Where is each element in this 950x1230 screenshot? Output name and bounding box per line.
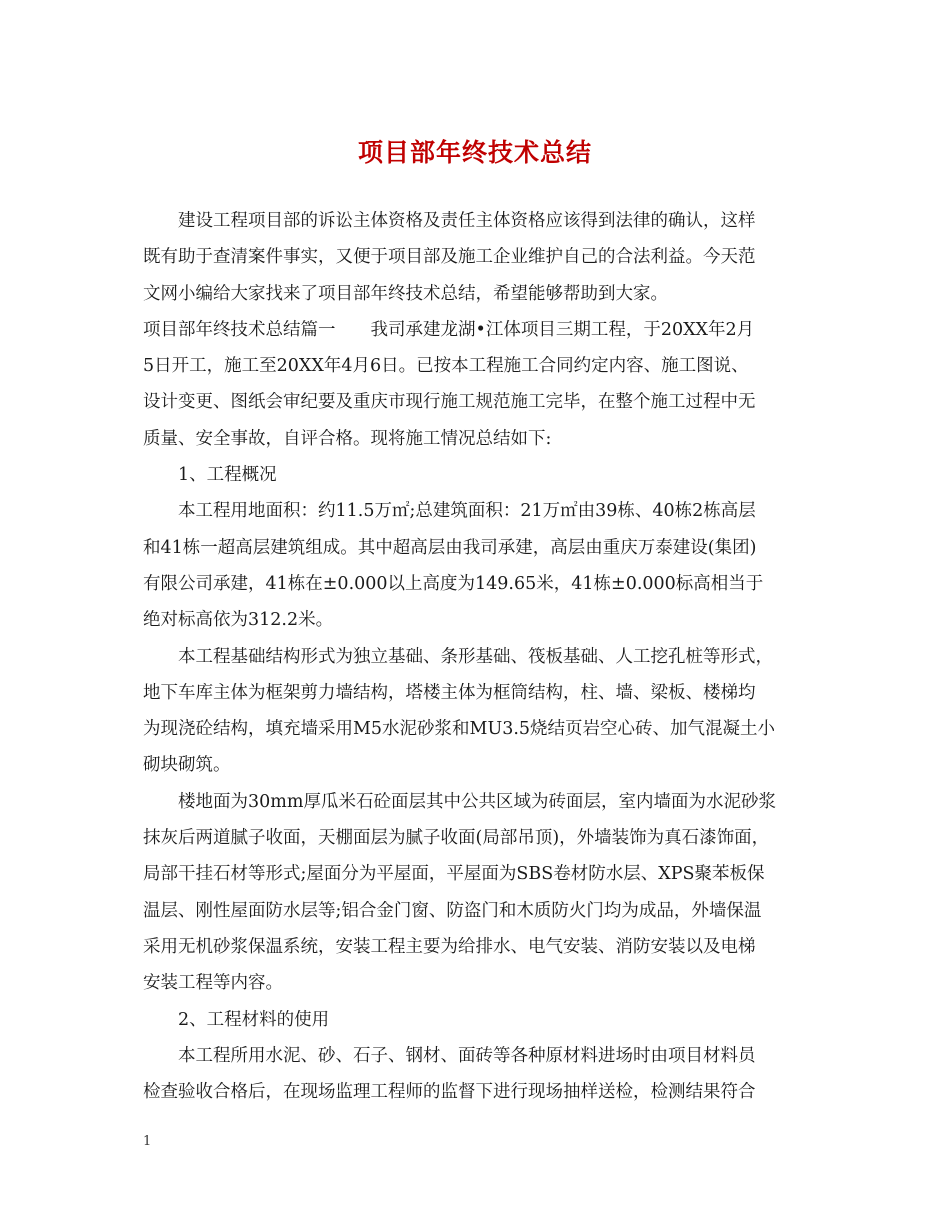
text-line: 本工程基础结构形式为独立基础、条形基础、筏板基础、人工挖孔桩等形式， xyxy=(178,646,773,667)
text-line: 本工程用地面积：约11.5万㎡;总建筑面积：21万㎡由39栋、40栋2栋高层 xyxy=(178,501,756,522)
text-line: 温层、刚性屋面防水层等;铝合金门窗、防盗门和木质防火门均为成品，外墙保温 xyxy=(143,900,762,921)
text-line: 项目部年终技术总结篇一 我司承建龙湖•江体项目三期工程，于20XX年2月 xyxy=(143,319,755,340)
text-line: 检查验收合格后，在现场监理工程师的监督下进行现场抽样送检，检测结果符合 xyxy=(143,1082,756,1103)
text-line: 和41栋一超高层建筑组成。其中超高层由我司承建，高层由重庆万泰建设(集团) xyxy=(143,537,757,558)
text-line: 为现浇砼结构，填充墙采用M5水泥砂浆和MU3.5烧结页岩空心砖、加气混凝土小 xyxy=(143,719,776,740)
text-line: 质量、安全事故，自评合格。现将施工情况总结如下: xyxy=(143,428,552,449)
document-body xyxy=(143,203,809,1110)
text-line: 采用无机砂浆保温系统，安装工程主要为给排水、电气安装、消防安装以及电梯 xyxy=(143,936,756,957)
text-line: 设计变更、图纸会审纪要及重庆市现行施工规范施工完毕，在整个施工过程中无 xyxy=(143,392,756,413)
text-line: 地下车库主体为框架剪力墙结构，塔楼主体为框筒结构，柱、墙、梁板、楼梯均 xyxy=(143,682,756,703)
page-number: 1 xyxy=(143,1134,152,1149)
text-line: 砌块砌筑。 xyxy=(143,755,231,776)
text-line: 抹灰后两道腻子收面，天棚面层为腻子收面(局部吊顶)，外墙装饰为真石漆饰面， xyxy=(143,828,770,849)
document-title: 项目部年终技术总结 xyxy=(357,138,592,167)
text-line: 5日开工，施工至20XX年4月6日。已按本工程施工合同约定内容、施工图说、 xyxy=(143,356,749,377)
text-line: 建设工程项目部的诉讼主体资格及责任主体资格应该得到法律的确认，这样 xyxy=(178,211,756,231)
text-line: 楼地面为30mm厚瓜米石砼面层其中公共区域为砖面层，室内墙面为水泥砂浆 xyxy=(178,791,776,812)
text-line: 有限公司承建，41栋在±0.000以上高度为149.65米，41栋±0.000标高相当于 xyxy=(143,573,764,594)
text-line: 绝对标高依为312.2米。 xyxy=(143,610,334,631)
text-line: 局部干挂石材等形式;屋面分为平屋面，平屋面为SBS卷材防水层、XPS聚苯板保 xyxy=(143,864,765,885)
text-line: 1、工程概况 xyxy=(178,465,277,486)
text-line: 文网小编给大家找来了项目部年终技术总结，希望能够帮助到大家。 xyxy=(143,283,668,304)
text-line: 既有助于查清案件事实，又便于项目部及施工企业维护自己的合法利益。今天范 xyxy=(143,247,756,268)
text-line: 安装工程等内容。 xyxy=(143,973,283,994)
text-line: 2、工程材料的使用 xyxy=(178,1009,330,1030)
text-line: 本工程所用水泥、砂、石子、钢材、面砖等各种原材料进场时由项目材料员 xyxy=(178,1045,756,1066)
